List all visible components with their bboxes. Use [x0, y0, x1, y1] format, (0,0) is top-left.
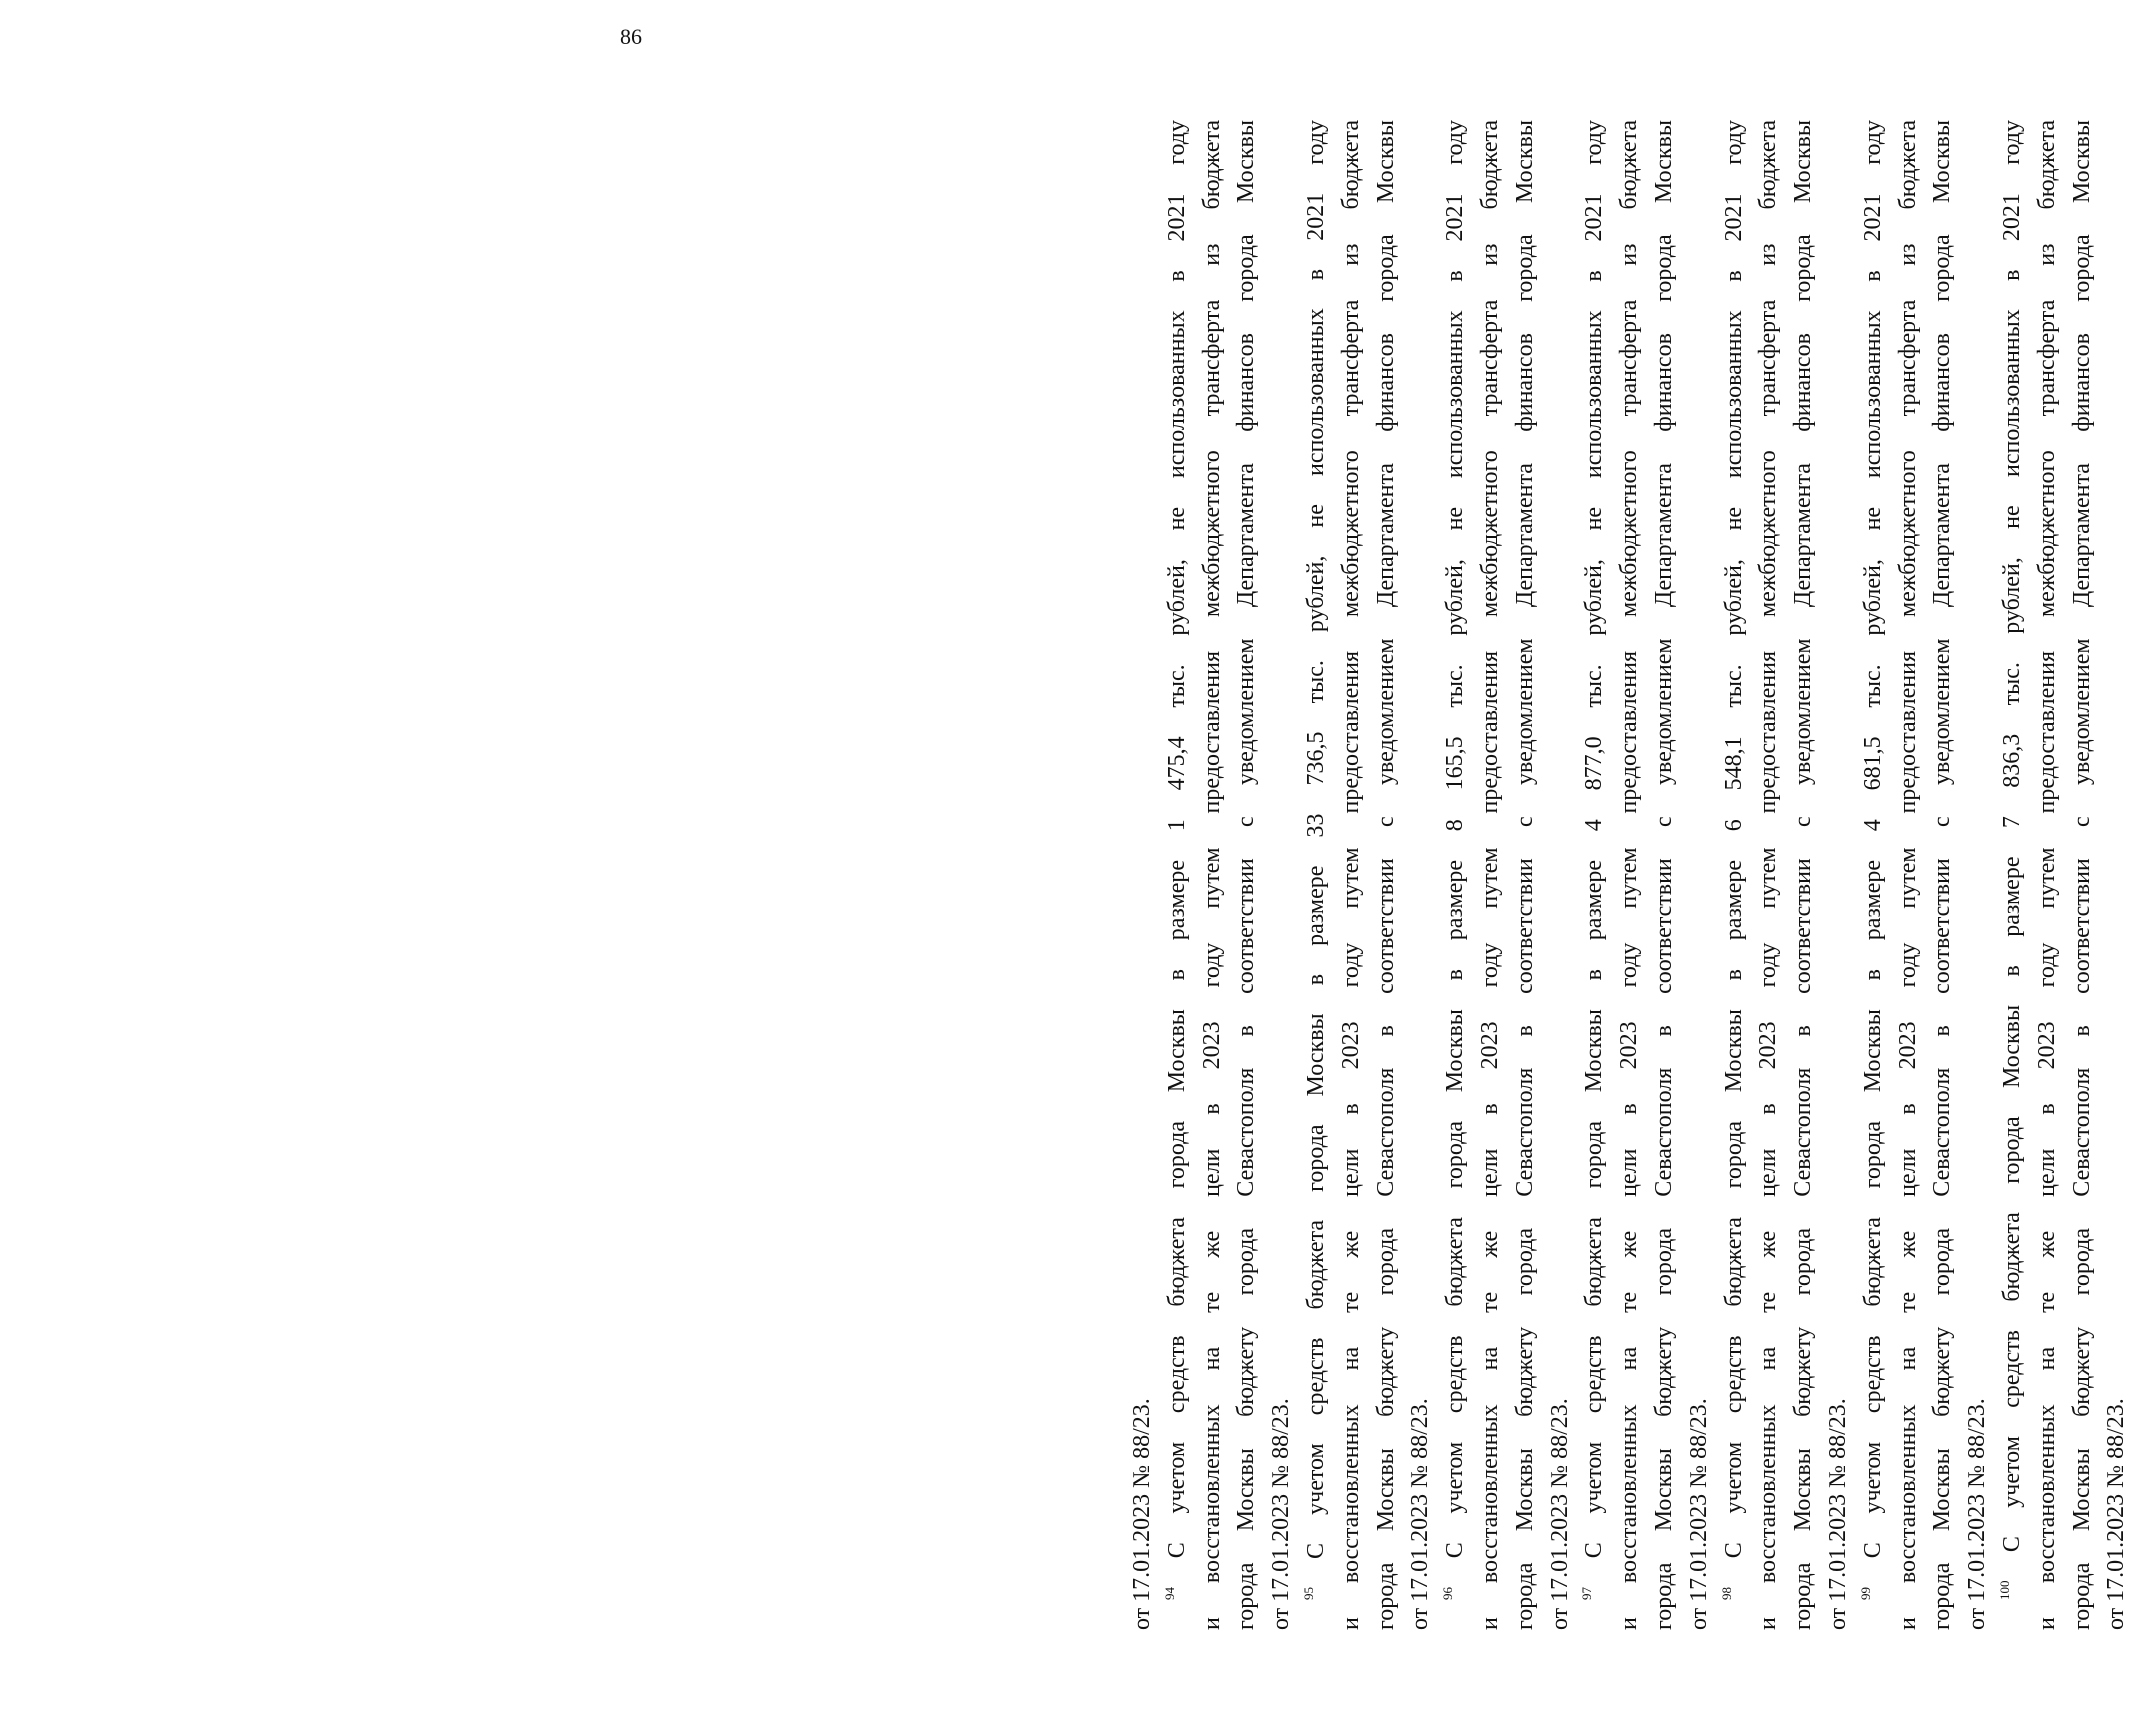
- footnote-number: 96: [1440, 1587, 1456, 1600]
- footnote-reference-line: от 17.01.2023 № 88/23.: [1685, 1398, 1712, 1630]
- footnote: [1438, 120, 1577, 1630]
- footnote-line-2: и восстановленных на те же цели в 2023 году путем предоставления межбюджетного трансферта из бюджета: [1337, 120, 1364, 1630]
- footnote: [1577, 120, 1716, 1630]
- footnote-reference-line: от 17.01.2023 № 88/23.: [1546, 1398, 1573, 1630]
- footnote-text-start: С учетом средств бюджета города Москвы в размере: [1720, 831, 1747, 1587]
- footnote-amount: 4 877,0: [1581, 736, 1608, 832]
- footnote-text-end: тыс. рублей, не использованных в 2021 году: [1720, 119, 1747, 737]
- footnote-line-1: [1438, 120, 1473, 1630]
- footnote-line-1: [1577, 120, 1612, 1630]
- footnote-number: 97: [1579, 1587, 1595, 1600]
- footnote-line-3: города Москвы бюджету города Севастополя в соответствии с уведомлением Департамента финансов города Москвы: [1511, 120, 1538, 1630]
- footnote: [1717, 120, 1856, 1630]
- footnote-text-end: тыс. рублей, не использованных в 2021 году: [1998, 119, 2025, 734]
- footnote: [1160, 120, 1299, 1630]
- footnotes-list: [1160, 120, 2134, 1630]
- footnote-text-end: тыс. рублей, не использованных в 2021 году: [1442, 119, 1469, 737]
- footnote-amount: 1 475,4: [1163, 736, 1190, 832]
- footnote-line-1: [1717, 120, 1752, 1630]
- footnote-line-1: [1995, 120, 2030, 1630]
- footnote-line-2: и восстановленных на те же цели в 2023 году путем предоставления межбюджетного трансферта из бюджета: [1894, 120, 1921, 1630]
- footnote-text-start: С учетом средств бюджета города Москвы в размере: [1163, 831, 1190, 1587]
- footnote: [1856, 120, 1995, 1630]
- lead-reference-line: от 17.01.2023 № 88/23.: [1129, 1398, 1155, 1630]
- footnote-line-1: [1160, 120, 1195, 1630]
- footnote-line-3: города Москвы бюджету города Севастополя в соответствии с уведомлением Департамента финансов города Москвы: [1650, 120, 1677, 1630]
- footnote-amount: 6 548,1: [1720, 736, 1747, 832]
- footnote-line-1: [1299, 120, 1334, 1630]
- footnote-number: 94: [1161, 1587, 1177, 1600]
- footnote-reference-line: от 17.01.2023 № 88/23.: [1407, 1398, 1434, 1630]
- footnote-text-start: С учетом средств бюджета города Москвы в размере: [1998, 828, 2025, 1581]
- footnote-line-3: города Москвы бюджету города Севастополя в соответствии с уведомлением Департамента финансов города Москвы: [1929, 120, 1956, 1630]
- footnote-line-2: и восстановленных на те же цели в 2023 году путем предоставления межбюджетного трансферта из бюджета: [1616, 120, 1643, 1630]
- footnote-reference-line: от 17.01.2023 № 88/23.: [1824, 1398, 1851, 1630]
- footnote-text-start: С учетом средств бюджета города Москвы в размере: [1302, 837, 1329, 1587]
- footnote-line-3: города Москвы бюджету города Севастополя в соответствии с уведомлением Департамента финансов города Москвы: [1372, 120, 1399, 1630]
- footnote-number: 99: [1857, 1587, 1873, 1600]
- footnote-line-2: и восстановленных на те же цели в 2023 году путем предоставления межбюджетного трансферта из бюджета: [1198, 120, 1225, 1630]
- footnote-text-end: тыс. рублей, не использованных в 2021 году: [1302, 119, 1329, 732]
- footnote: [1995, 120, 2134, 1630]
- footnote-text-end: тыс. рублей, не использованных в 2021 году: [1163, 119, 1190, 737]
- footnote-text-end: тыс. рублей, не использованных в 2021 году: [1581, 119, 1608, 737]
- footnote-number: 95: [1300, 1587, 1316, 1600]
- footnote-amount: 4 681,5: [1859, 736, 1886, 832]
- footnote-amount: 7 836,3: [1998, 733, 2025, 829]
- footnote-line-3: города Москвы бюджету города Севастополя в соответствии с уведомлением Департамента финансов города Москвы: [1233, 120, 1260, 1630]
- rotated-document-body: [1125, 120, 2134, 1630]
- footnote-number: 98: [1718, 1587, 1734, 1600]
- footnote-line-2: и восстановленных на те же цели в 2023 году путем предоставления межбюджетного трансферта из бюджета: [1755, 120, 1782, 1630]
- footnote-text-start: С учетом средств бюджета города Москвы в размере: [1581, 831, 1608, 1587]
- footnote-number: 100: [1996, 1580, 2012, 1600]
- footnote-line-3: города Москвы бюджету города Севастополя в соответствии с уведомлением Департамента финансов города Москвы: [1790, 120, 1817, 1630]
- footnote-line-2: и восстановленных на те же цели в 2023 году путем предоставления межбюджетного трансферта из бюджета: [2033, 120, 2060, 1630]
- footnote-reference-line: от 17.01.2023 № 88/23.: [1964, 1398, 1991, 1630]
- footnote: [1299, 120, 1438, 1630]
- footnote-reference-line: от 17.01.2023 № 88/23.: [2103, 1398, 2130, 1630]
- footnote-amount: 8 165,5: [1442, 736, 1469, 832]
- footnote-line-1: [1856, 120, 1891, 1630]
- footnote-reference-line: от 17.01.2023 № 88/23.: [1268, 1398, 1295, 1630]
- footnote-line-2: и восстановленных на те же цели в 2023 году путем предоставления межбюджетного трансферта из бюджета: [1476, 120, 1503, 1630]
- footnote-line-3: города Москвы бюджету города Севастополя в соответствии с уведомлением Департамента финансов города Москвы: [2068, 120, 2095, 1630]
- footnote-text-start: С учетом средств бюджета города Москвы в размере: [1859, 831, 1886, 1587]
- page-number: 86: [620, 24, 642, 49]
- footnote-text-start: С учетом средств бюджета города Москвы в размере: [1442, 831, 1469, 1587]
- footnote-text-end: тыс. рублей, не использованных в 2021 году: [1859, 119, 1886, 737]
- footnote-amount: 33 736,5: [1302, 731, 1329, 838]
